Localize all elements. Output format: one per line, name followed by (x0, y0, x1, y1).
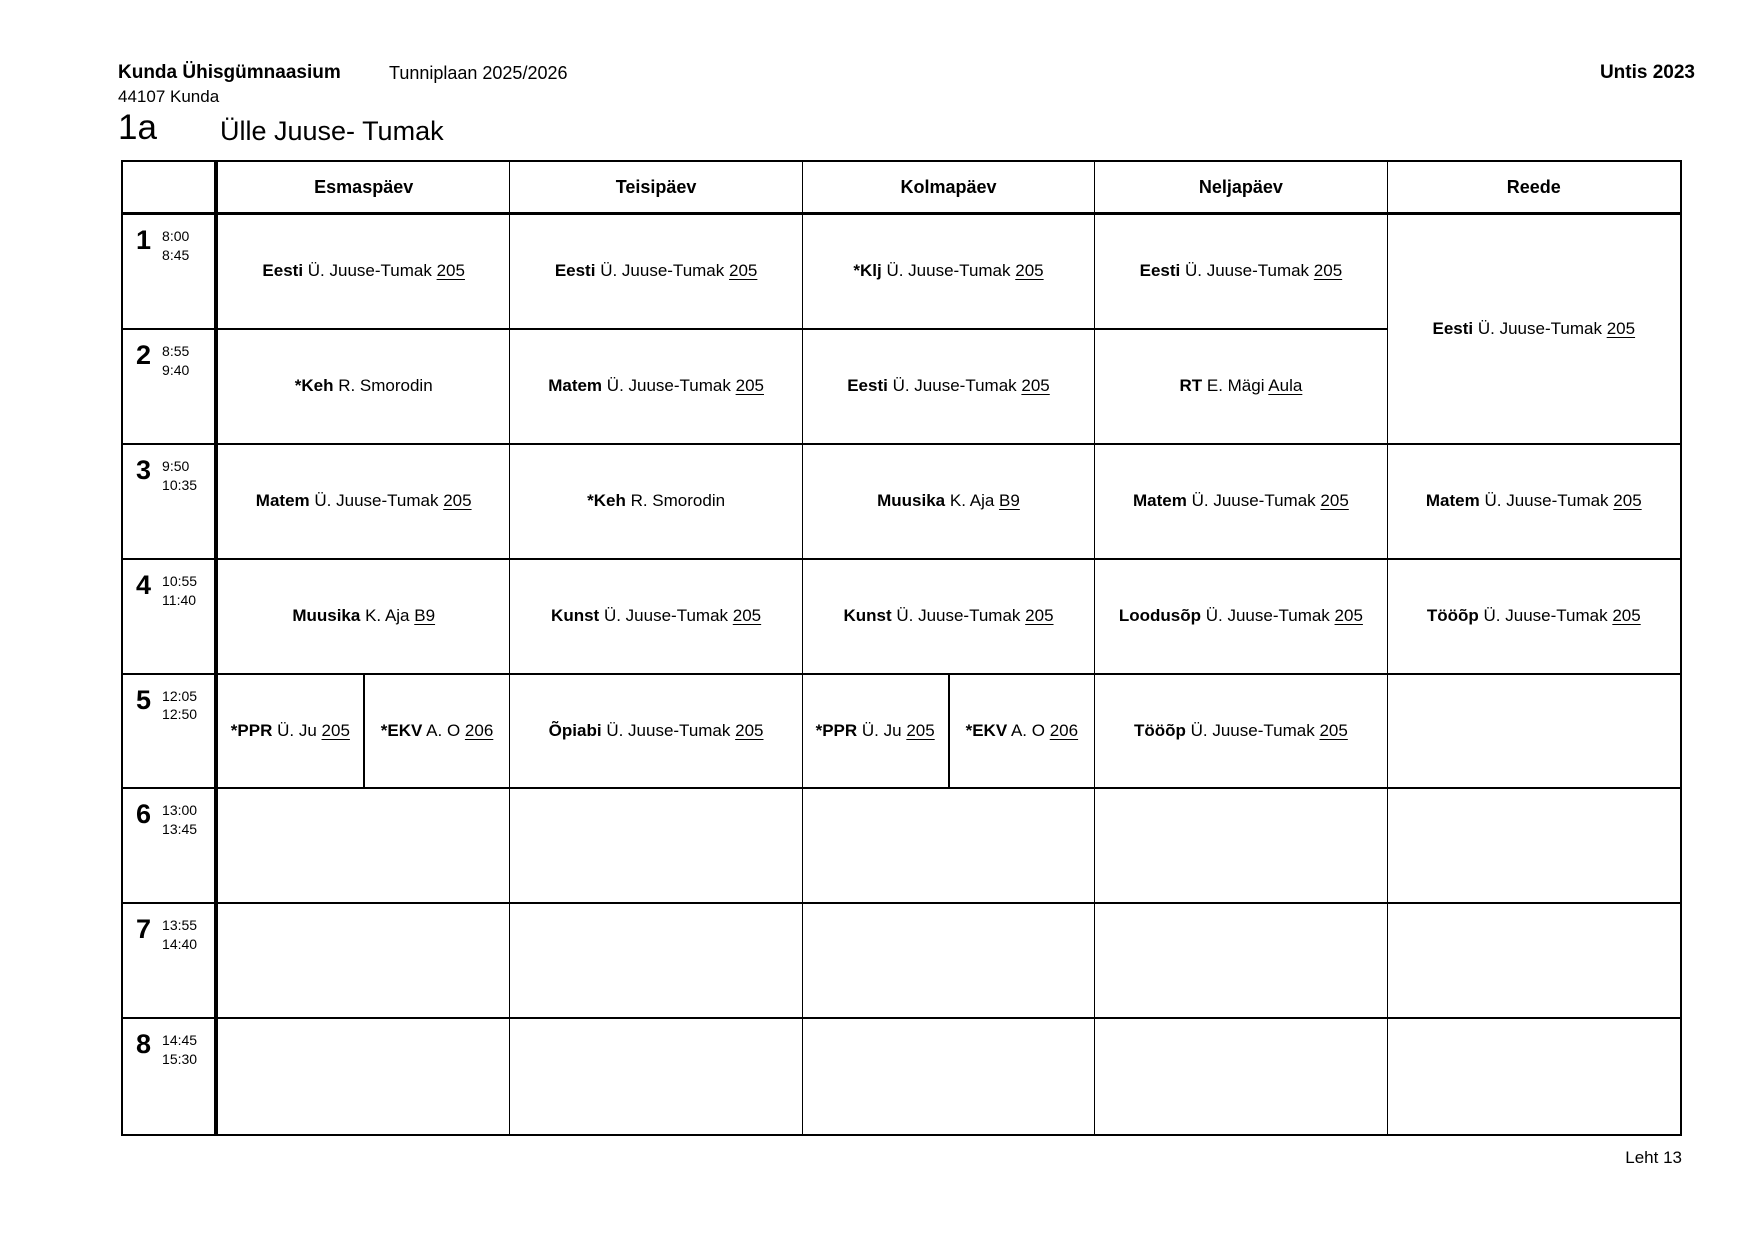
period-number: 1 (136, 225, 152, 255)
lesson-cell-tue-2: Matem Ü. Juuse-Tumak 205 (510, 330, 802, 445)
class-id: 1a (118, 108, 157, 147)
lesson-cell-tue-4: Kunst Ü. Juuse-Tumak 205 (510, 560, 802, 675)
school-name: Kunda Ühisgümnaasium (118, 62, 341, 83)
lesson-cell-mon-5 (218, 675, 510, 790)
timetable-grid (121, 160, 1682, 1136)
empty-cell-thu-7 (1095, 904, 1387, 1019)
period-cell-7 (123, 904, 218, 1019)
empty-cell-tue-7 (510, 904, 802, 1019)
period-number: 8 (136, 1029, 152, 1060)
period-times: 9:50 10:35 (162, 457, 198, 493)
lesson-cell-fri-3: Matem Ü. Juuse-Tumak 205 (1388, 445, 1680, 560)
lesson-cell-fri-1-2: Eesti Ü. Juuse-Tumak 205 (1388, 215, 1680, 445)
period-cell-1 (123, 215, 218, 330)
empty-cell-mon-7 (218, 904, 510, 1019)
lesson-cell-mon-3: Matem Ü. Juuse-Tumak 205 (218, 445, 510, 560)
period-times: 14:45 15:30 (162, 1032, 198, 1068)
lesson-cell-thu-3: Matem Ü. Juuse-Tumak 205 (1095, 445, 1387, 560)
day-header-wednesday: Kolmapäev (803, 162, 1095, 215)
lesson-cell-fri-4: Tööõp Ü. Juuse-Tumak 205 (1388, 560, 1680, 675)
day-header-thursday: Neljapäev (1095, 162, 1387, 215)
period-times: 13:00 13:45 (162, 802, 198, 838)
empty-cell-wed-7 (803, 904, 1095, 1019)
empty-cell-thu-6 (1095, 789, 1387, 904)
period-number: 6 (136, 799, 152, 830)
period-times: 8:55 9:40 (162, 342, 190, 378)
plan-title: Tunniplaan 2025/2026 (389, 63, 568, 83)
empty-cell-tue-6 (510, 789, 802, 904)
day-header-friday: Reede (1388, 162, 1680, 215)
empty-cell-wed-6 (803, 789, 1095, 904)
lesson-cell-tue-5: Õpiabi Ü. Juuse-Tumak 205 (510, 675, 802, 790)
period-cell-2 (123, 330, 218, 445)
empty-cell-fri-7 (1388, 904, 1680, 1019)
lesson-cell-tue-1: Eesti Ü. Juuse-Tumak 205 (510, 215, 802, 330)
lesson-cell-tue-3: *Keh R. Smorodin (510, 445, 802, 560)
class-teacher-name: Ülle Juuse- Tumak (220, 116, 444, 146)
page-number-label: Leht 13 (1625, 1148, 1682, 1167)
period-number: 2 (136, 339, 152, 370)
empty-cell-fri-8 (1388, 1019, 1680, 1134)
day-header-tuesday: Teisipäev (510, 162, 802, 215)
empty-cell-thu-8 (1095, 1019, 1387, 1134)
lesson-cell-thu-4: Loodusõp Ü. Juuse-Tumak 205 (1095, 560, 1387, 675)
period-number: 4 (136, 569, 152, 600)
day-header-monday: Esmaspäev (218, 162, 510, 215)
empty-cell-fri-5 (1388, 675, 1680, 790)
empty-cell-mon-6 (218, 789, 510, 904)
lesson-cell-mon-4: Muusika K. Aja B9 (218, 560, 510, 675)
period-cell-6 (123, 789, 218, 904)
period-number: 7 (136, 914, 152, 945)
period-cell-5 (123, 675, 218, 790)
school-address: 44107 Kunda (118, 87, 220, 106)
lesson-subcell-wed-5b: *EKV A. O 206 (965, 720, 1079, 740)
lesson-cell-wed-1: *Klj Ü. Juuse-Tumak 205 (803, 215, 1095, 330)
lesson-cell-thu-2: RT E. Mägi Aula (1095, 330, 1387, 445)
period-number: 3 (136, 454, 152, 485)
lesson-subcell-mon-5a: *PPR Ü. Ju 205 (218, 675, 365, 788)
period-times: 8:00 8:45 (162, 228, 190, 263)
lesson-subcell-wed-5a: *PPR Ü. Ju 205 (803, 675, 950, 788)
lesson-cell-wed-3: Muusika K. Aja B9 (803, 445, 1095, 560)
lesson-cell-mon-1: Eesti Ü. Juuse-Tumak 205 (218, 215, 510, 330)
corner-cell (123, 162, 218, 215)
lesson-cell-wed-4: Kunst Ü. Juuse-Tumak 205 (803, 560, 1095, 675)
empty-cell-wed-8 (803, 1019, 1095, 1134)
period-times: 10:55 11:40 (162, 572, 198, 608)
lesson-cell-thu-1: Eesti Ü. Juuse-Tumak 205 (1095, 215, 1387, 330)
period-cell-4 (123, 560, 218, 675)
lesson-cell-wed-5 (803, 675, 1095, 790)
empty-cell-tue-8 (510, 1019, 802, 1134)
app-version-label: Untis 2023 (1599, 62, 1695, 83)
period-times: 13:55 14:40 (162, 917, 198, 953)
lesson-subcell-mon-5b: *EKV A. O 206 (380, 720, 494, 740)
period-cell-8 (123, 1019, 218, 1134)
lesson-cell-thu-5: Tööõp Ü. Juuse-Tumak 205 (1095, 675, 1387, 790)
lesson-cell-wed-2: Eesti Ü. Juuse-Tumak 205 (803, 330, 1095, 445)
empty-cell-fri-6 (1388, 789, 1680, 904)
period-cell-3 (123, 445, 218, 560)
empty-cell-mon-8 (218, 1019, 510, 1134)
period-number: 5 (136, 684, 152, 715)
lesson-cell-mon-2: *Keh R. Smorodin (218, 330, 510, 445)
period-times: 12:05 12:50 (162, 687, 198, 723)
